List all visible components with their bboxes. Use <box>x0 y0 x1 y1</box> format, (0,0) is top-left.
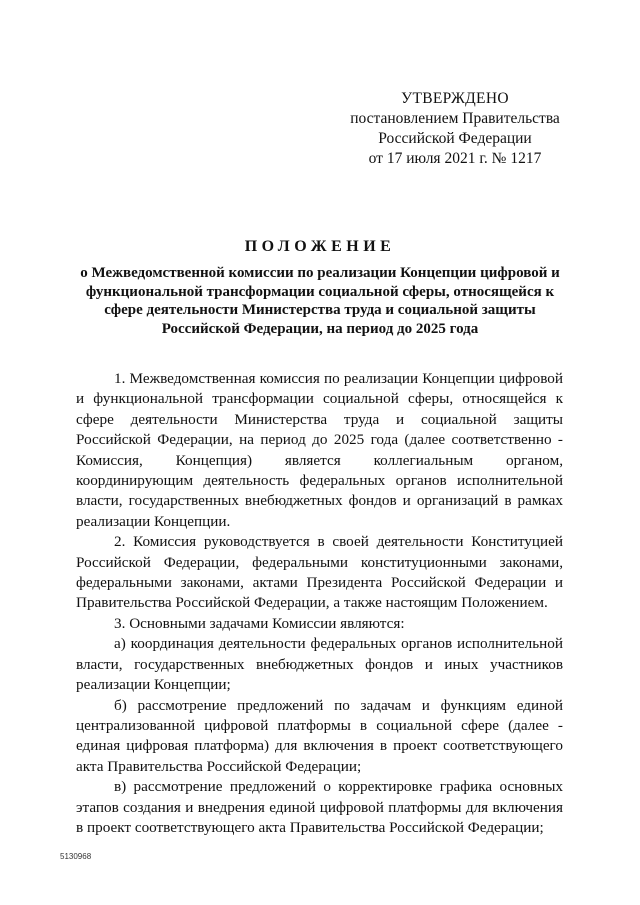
paragraph-3: 3. Основными задачами Комиссии являются: <box>114 614 405 632</box>
paragraph-3c: в) рассмотрение предложений о корректировке графика основных этапов создания и внедрения единой цифровой платформы для включения в проект соответствующего акта Правительства Российской Федерации; <box>76 778 563 836</box>
document-body <box>76 369 563 838</box>
approval-heading: УТВЕРЖДЕНО <box>401 90 509 107</box>
approval-stamp <box>330 89 580 169</box>
approval-date-number: от 17 июля 2021 г. № 1217 <box>368 150 542 167</box>
paragraph-2: 2. Комиссия руководствуется в своей деятельности Конституцией Российской Федерации, федеральными конституционными законами, федеральными законами, актами Президента Российской Федерации и Правительства Российской Федерации, а также настоящим Положением. <box>76 533 563 612</box>
approval-country: Российской Федерации <box>378 130 532 147</box>
approval-issuer: постановлением Правительства <box>350 110 560 127</box>
document-title: ПОЛОЖЕНИЕ <box>244 238 396 255</box>
paragraph-1: 1. Межведомственная комиссия по реализации Концепции цифровой и функциональной трансформации социальной сферы, относящейся к сфере деятельности Министерства труда и социальной защиты Российской Федерации, на период до 2025 года (далее соответственно - Комиссия, Концепция) является коллегиальным органом, координирующим деятельность федеральных органов исполнительной власти, государственных внебюджетных фондов и организаций в рамках реализации Концепции. <box>76 370 563 530</box>
paragraph-3b: б) рассмотрение предложений по задачам и функциям единой централизованной цифровой платформы в социальной сфере (далее - единая цифровая платформа) для включения в проект соответствующего акта Правительства Российской Федерации; <box>76 696 563 775</box>
paragraph-3a: а) координация деятельности федеральных органов исполнительной власти, государственных внебюджетных фондов и иных участников реализации Концепции; <box>76 635 563 694</box>
document-subtitle: о Межведомственной комиссии по реализации Концепции цифровой и функциональной трансформации социальной сферы, относящейся к сфере деятельности Министерства труда и социальной защиты Российской Федерации, на период до 2025 года <box>80 265 560 337</box>
document-code: 5130968 <box>60 852 92 861</box>
